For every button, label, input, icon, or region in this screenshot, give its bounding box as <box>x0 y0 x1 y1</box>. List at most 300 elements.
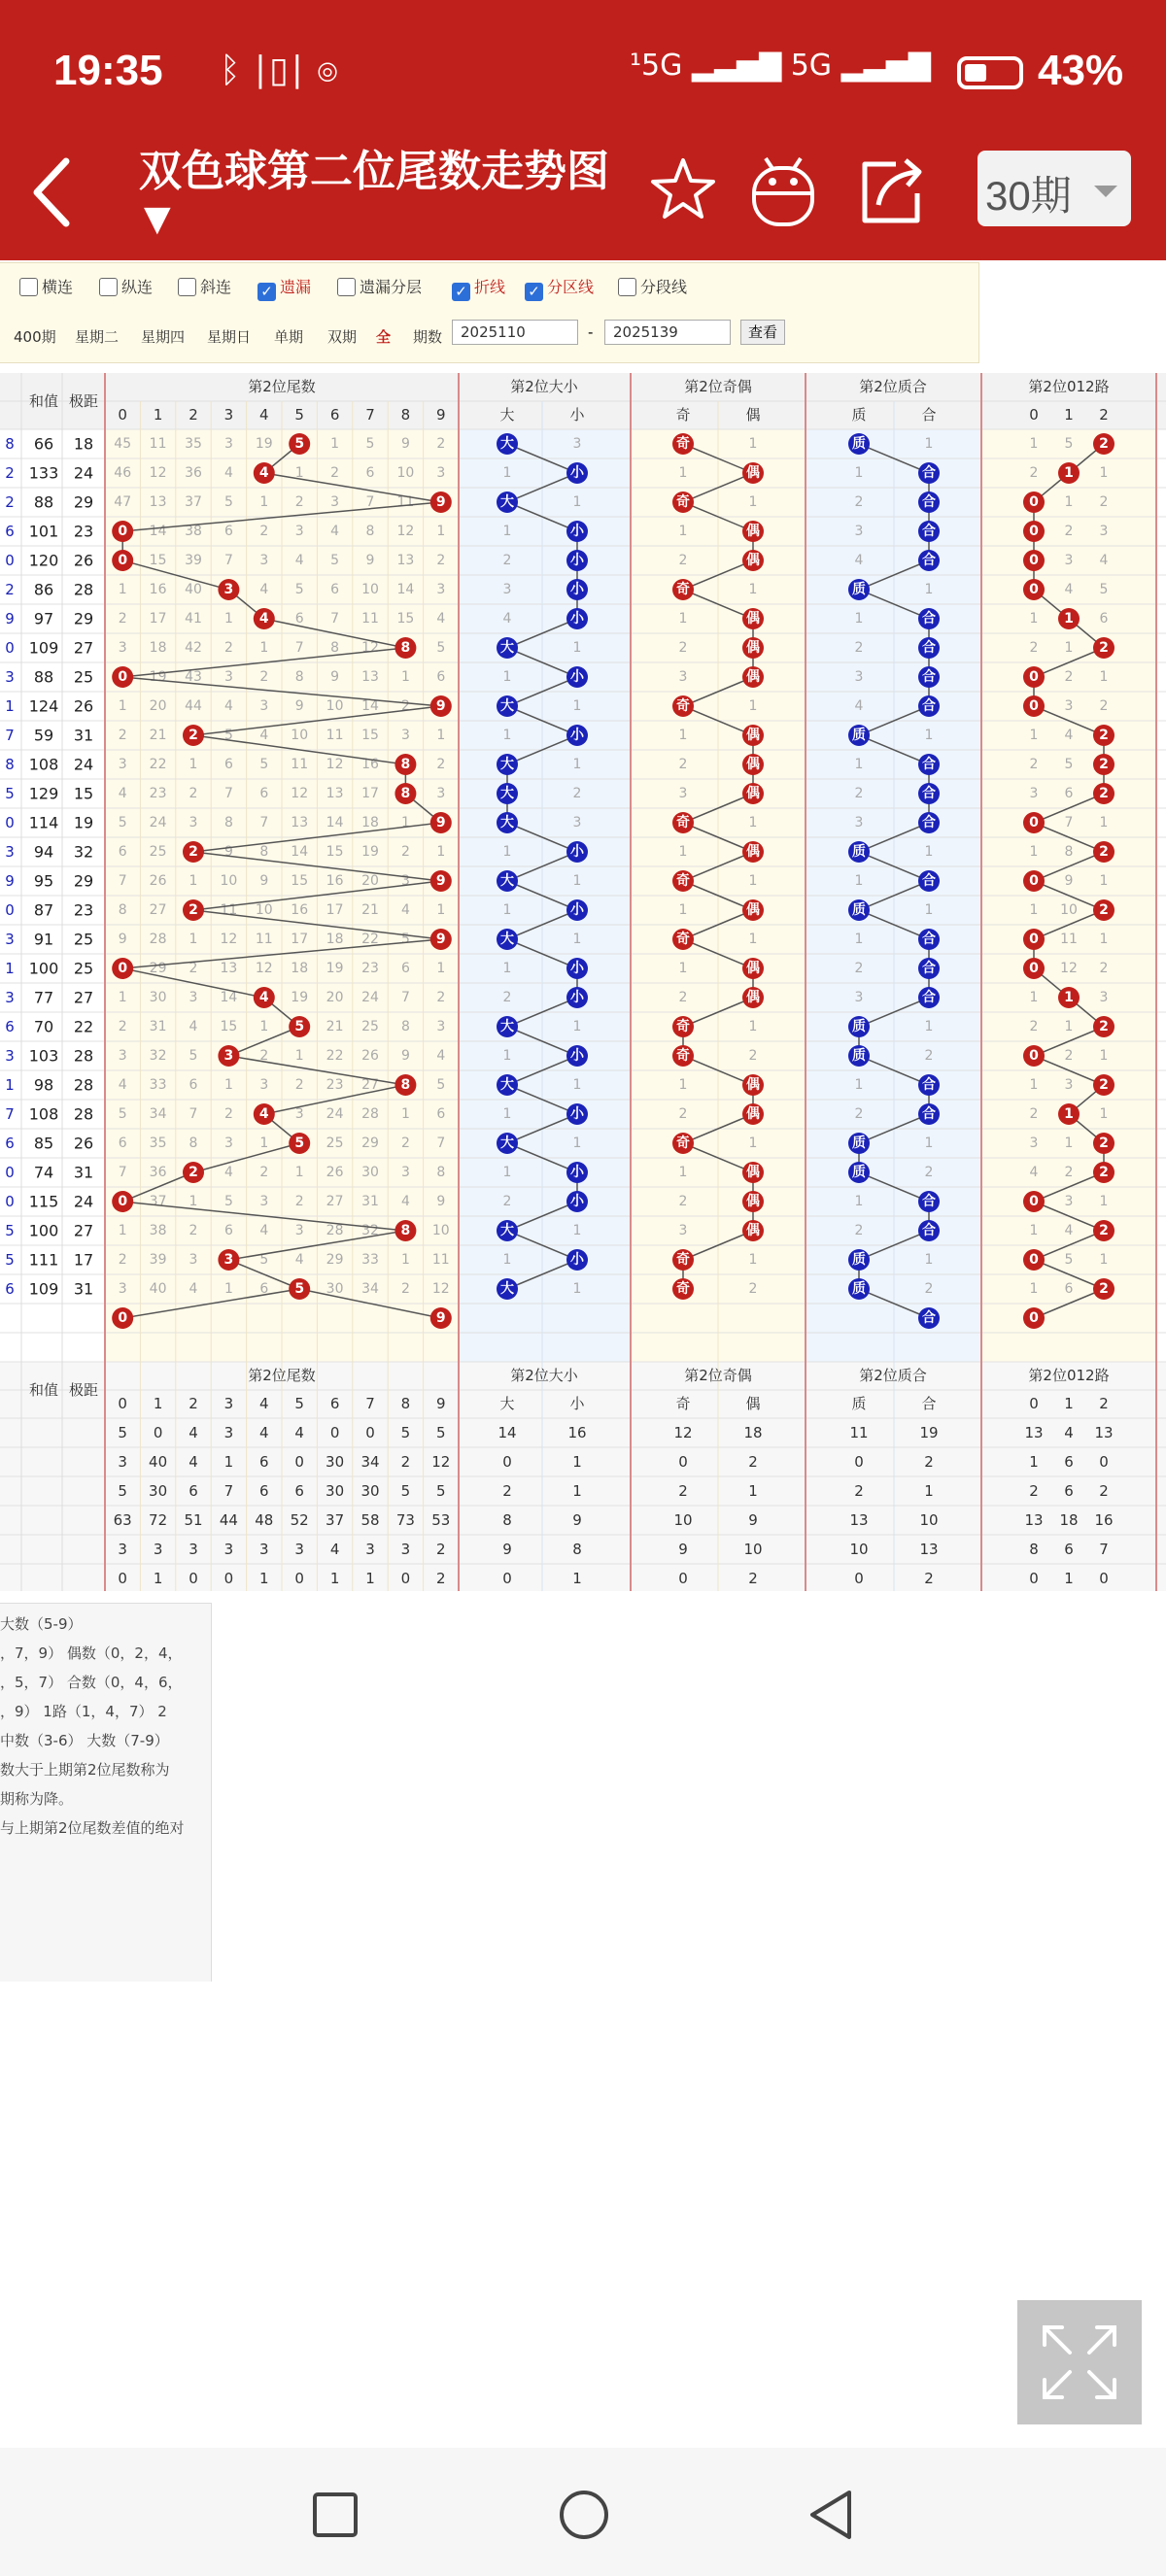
quick-filter-7[interactable]: 全 <box>376 328 392 346</box>
parity-ball-label: 偶 <box>746 1223 760 1238</box>
miss-count: 1 <box>924 582 934 597</box>
parity-ball-label: 偶 <box>746 786 760 801</box>
to-period-input[interactable]: 2025139 <box>604 320 731 345</box>
miss-count: 3 <box>294 1106 304 1122</box>
road-ball-label: 2 <box>1099 640 1109 656</box>
stat-value: 1 <box>329 1570 340 1587</box>
miss-count: 7 <box>189 1106 198 1122</box>
stat-value: 19 <box>919 1424 939 1441</box>
sum-value: 109 <box>28 638 59 658</box>
sum-value: 97 <box>33 609 54 628</box>
road-ball-label: 2 <box>1099 1223 1109 1238</box>
tail-digit-header: 6 <box>329 406 340 424</box>
miss-count: 5 <box>1064 436 1074 452</box>
miss-count: 2 <box>436 990 446 1005</box>
option-8-checkbox[interactable] <box>618 275 687 297</box>
tail-ball-label: 2 <box>189 902 198 918</box>
stat-value: 58 <box>360 1511 380 1529</box>
parity-ball-label: 偶 <box>746 611 760 627</box>
tail-ball-label: 4 <box>258 990 269 1005</box>
miss-count: 1 <box>294 1048 304 1064</box>
prime-label-header: 质 <box>851 1395 867 1412</box>
tail-ball-label: 9 <box>435 815 446 830</box>
page-title[interactable]: 双色球第二位尾数走势图 <box>139 147 609 196</box>
miss-count: 36 <box>185 465 202 481</box>
tail-digit-header: 9 <box>436 406 446 424</box>
back-nav-icon[interactable] <box>806 2489 855 2541</box>
option-2-checkbox[interactable] <box>99 275 153 297</box>
miss-count: 3 <box>1029 786 1039 801</box>
size-header: 第2位大小 <box>510 1367 578 1384</box>
stat-value: 72 <box>149 1511 168 1529</box>
miss-count: 14 <box>149 524 167 539</box>
prime-label-header: 质 <box>851 406 867 424</box>
tail-ball-label: 3 <box>223 582 234 597</box>
size-ball-label: 大 <box>500 1135 514 1151</box>
size-ball-label: 小 <box>570 553 584 568</box>
miss-count: 6 <box>259 1281 269 1297</box>
forecast-prime-ball-label: 合 <box>922 1310 936 1326</box>
span-value: 28 <box>73 1104 94 1124</box>
tail-digit-header: 0 <box>118 406 127 424</box>
miss-count: 12 <box>326 757 344 772</box>
quick-filter-4[interactable]: 星期日 <box>207 328 252 346</box>
option-label: 遗漏 <box>280 278 312 296</box>
miss-count: 25 <box>326 1135 344 1151</box>
miss-count: 15 <box>396 611 415 627</box>
miss-count: 7 <box>365 494 375 510</box>
stat-value: 2 <box>1099 1482 1109 1500</box>
size-ball-label: 小 <box>570 1165 584 1180</box>
miss-count: 41 <box>185 611 202 627</box>
prime-ball-label: 合 <box>922 465 936 481</box>
miss-count: 1 <box>400 815 410 830</box>
miss-count: 1 <box>854 1194 864 1209</box>
span-value: 22 <box>73 1017 94 1036</box>
option-label: 纵连 <box>121 278 154 296</box>
sum-value: 77 <box>33 988 54 1007</box>
checkbox-checked-icon: ✓ <box>257 283 276 301</box>
miss-count: 28 <box>361 1106 379 1122</box>
sum-value: 88 <box>33 667 54 687</box>
stat-value: 1 <box>572 1453 582 1471</box>
miss-count: 13 <box>291 815 309 830</box>
miss-count: 2 <box>259 669 269 685</box>
miss-count: 2 <box>678 640 688 656</box>
miss-count: 1 <box>223 1077 233 1093</box>
stat-value: 3 <box>365 1541 375 1558</box>
miss-count: 4 <box>223 698 233 714</box>
sum-value: 94 <box>33 842 54 862</box>
share-icon[interactable] <box>853 151 927 228</box>
prime-ball-label: 合 <box>922 932 936 947</box>
period-suffix: 0 <box>5 552 15 569</box>
span-value: 23 <box>73 900 94 920</box>
miss-count: 16 <box>326 873 344 889</box>
parity-label-header: 奇 <box>675 406 691 424</box>
prime-ball-label: 质 <box>852 1165 866 1180</box>
size-ball-label: 小 <box>570 1194 584 1209</box>
miss-count: 3 <box>118 757 127 772</box>
prime-ball-label: 合 <box>922 873 936 889</box>
parity-ball-label: 偶 <box>746 844 760 860</box>
road-ball-label: 2 <box>1099 728 1109 743</box>
prime-ball-label: 合 <box>922 553 936 568</box>
size-label-header: 小 <box>569 406 585 424</box>
sum-value: 100 <box>28 1221 59 1240</box>
sum-value: 85 <box>33 1134 54 1153</box>
prime-ball-label: 质 <box>852 436 866 452</box>
size-ball-label: 小 <box>570 1252 584 1268</box>
stat-value: 5 <box>118 1424 127 1441</box>
miss-count: 2 <box>118 611 127 627</box>
miss-count: 2 <box>502 990 512 1005</box>
forecast-road-ball-label: 0 <box>1029 1310 1039 1326</box>
tail-digit-header: 2 <box>189 1395 198 1412</box>
stat-value: 40 <box>149 1453 168 1471</box>
recent-apps-icon[interactable] <box>311 2491 360 2539</box>
miss-count: 2 <box>1029 465 1039 481</box>
miss-count: 17 <box>326 902 344 918</box>
stat-value: 30 <box>326 1453 345 1471</box>
miss-count: 5 <box>223 494 233 510</box>
stat-value: 6 <box>1064 1482 1074 1500</box>
miss-count: 1 <box>436 902 446 918</box>
miss-count: 3 <box>189 1252 198 1268</box>
miss-count: 22 <box>149 757 167 772</box>
miss-count: 22 <box>361 932 379 947</box>
tail-digit-header: 7 <box>365 1395 375 1412</box>
miss-count: 31 <box>361 1194 379 1209</box>
miss-count: 21 <box>361 902 379 918</box>
miss-count: 1 <box>1099 1194 1109 1209</box>
tail-ball-label: 5 <box>294 1019 305 1034</box>
miss-count: 5 <box>259 1252 269 1268</box>
miss-count: 16 <box>361 757 379 772</box>
miss-count: 13 <box>361 669 379 685</box>
miss-count: 2 <box>118 1019 127 1034</box>
miss-count: 1 <box>924 1252 934 1268</box>
road-label-header: 2 <box>1099 1395 1109 1412</box>
fullscreen-button[interactable] <box>1017 2300 1142 2424</box>
miss-count: 3 <box>259 1194 269 1209</box>
legend-line: 期称为降。 <box>0 1790 74 1808</box>
miss-count: 18 <box>291 961 309 976</box>
quick-filter-5[interactable]: 单期 <box>274 328 304 346</box>
miss-count: 34 <box>149 1106 167 1122</box>
miss-count: 2 <box>1029 757 1039 772</box>
option-6-checkbox[interactable] <box>452 275 505 301</box>
tail-ball-label: 9 <box>435 494 446 510</box>
miss-count: 4 <box>189 1019 198 1034</box>
period-suffix: 6 <box>5 1018 15 1035</box>
miss-count: 2 <box>854 961 864 976</box>
parity-ball-label: 偶 <box>746 902 760 918</box>
road-ball-label: 0 <box>1029 698 1039 714</box>
miss-count: 3 <box>678 669 688 685</box>
miss-count: 2 <box>678 1106 688 1122</box>
miss-count: 11 <box>326 728 344 743</box>
stat-value: 4 <box>294 1424 304 1441</box>
tail-ball-label: 4 <box>258 611 269 627</box>
trend-chart-table[interactable] <box>0 373 1166 1591</box>
miss-count: 21 <box>149 728 167 743</box>
tail-ball-label: 0 <box>118 669 128 685</box>
tail-ball-label: 9 <box>435 932 446 947</box>
miss-count: 10 <box>1060 902 1078 918</box>
span-value: 27 <box>73 638 94 658</box>
parity-ball-label: 偶 <box>746 640 760 656</box>
tail-header: 第2位尾数 <box>248 1367 316 1384</box>
miss-count: 1 <box>1099 873 1109 889</box>
stat-value: 3 <box>259 1541 269 1558</box>
prime-header: 第2位质合 <box>859 378 927 395</box>
miss-count: 2 <box>259 524 269 539</box>
period-count-label: 期数 <box>413 328 443 346</box>
stat-value: 4 <box>259 1424 269 1441</box>
back-icon[interactable] <box>27 153 76 231</box>
tail-digit-header: 7 <box>365 406 375 424</box>
size-ball-label: 大 <box>500 1019 514 1034</box>
miss-count: 9 <box>330 669 340 685</box>
miss-count: 12 <box>1060 961 1078 976</box>
size-ball-label: 大 <box>500 436 514 452</box>
miss-count: 1 <box>748 436 758 452</box>
stat-value: 0 <box>1099 1570 1109 1587</box>
sum-value: 86 <box>33 580 54 599</box>
miss-count: 14 <box>220 990 238 1005</box>
span-value: 31 <box>73 1163 94 1182</box>
tail-ball-label: 5 <box>294 1281 305 1297</box>
miss-count: 2 <box>436 757 446 772</box>
miss-count: 1 <box>436 524 446 539</box>
view-button[interactable]: 查看 <box>740 320 785 345</box>
miss-count: 4 <box>118 1077 127 1093</box>
miss-count: 1 <box>678 611 688 627</box>
miss-count: 5 <box>189 1048 198 1064</box>
miss-count: 4 <box>223 1165 233 1180</box>
prime-ball-label: 合 <box>922 757 936 772</box>
miss-count: 25 <box>361 1019 379 1034</box>
miss-count: 2 <box>436 436 446 452</box>
prime-ball-label: 合 <box>922 524 936 539</box>
size-ball-label: 大 <box>500 932 514 947</box>
road-label-header: 2 <box>1099 406 1109 424</box>
stat-value: 0 <box>400 1570 411 1587</box>
prime-ball-label: 质 <box>852 1048 866 1064</box>
size-ball-label: 大 <box>500 1223 514 1238</box>
parity-ball-label: 偶 <box>746 524 760 539</box>
road-ball-label: 0 <box>1029 524 1039 539</box>
miss-count: 1 <box>502 669 512 685</box>
size-ball-label: 大 <box>500 1281 514 1297</box>
stat-value: 13 <box>1024 1424 1044 1441</box>
tail-digit-header: 3 <box>223 406 234 424</box>
sum-value: 115 <box>28 1192 59 1211</box>
stat-value: 10 <box>849 1541 869 1558</box>
period-suffix: 2 <box>5 581 15 598</box>
miss-count: 3 <box>1029 1135 1039 1151</box>
stat-value: 11 <box>849 1424 869 1441</box>
miss-count: 2 <box>1064 1165 1074 1180</box>
network-signal-icon: ¹5G ▂▃▅▇ 5G ▂▃▅▇ <box>630 49 931 83</box>
miss-count: 1 <box>1099 669 1109 685</box>
miss-count: 1 <box>748 815 758 830</box>
miss-count: 5 <box>400 932 410 947</box>
miss-count: 3 <box>572 436 582 452</box>
miss-count: 33 <box>149 1077 167 1093</box>
miss-count: 1 <box>189 1194 198 1209</box>
period-suffix: 1 <box>5 697 15 715</box>
status-time: 19:35 <box>53 47 163 94</box>
miss-count: 5 <box>1064 757 1074 772</box>
quick-filter-6[interactable]: 双期 <box>327 328 358 346</box>
miss-count: 1 <box>400 1252 410 1268</box>
miss-count: 1 <box>748 698 758 714</box>
miss-count: 6 <box>330 582 340 597</box>
miss-count: 28 <box>326 1223 344 1238</box>
road-label-header: 0 <box>1029 406 1039 424</box>
stat-value: 30 <box>360 1482 380 1500</box>
miss-count: 1 <box>259 494 269 510</box>
miss-count: 3 <box>259 698 269 714</box>
span-value: 31 <box>73 726 94 745</box>
miss-count: 1 <box>678 1165 688 1180</box>
miss-count: 6 <box>294 611 304 627</box>
period-suffix: 0 <box>5 639 15 657</box>
period-suffix: 5 <box>5 1251 15 1269</box>
miss-count: 1 <box>1029 728 1039 743</box>
tail-ball-label: 5 <box>294 436 305 452</box>
parity-ball-label: 偶 <box>746 465 760 481</box>
stat-value: 0 <box>365 1424 375 1441</box>
span-value: 25 <box>73 959 94 978</box>
miss-count: 1 <box>400 669 410 685</box>
option-5-checkbox[interactable] <box>337 275 422 297</box>
road-ball-label: 2 <box>1099 1077 1109 1093</box>
miss-count: 37 <box>185 494 202 510</box>
legend-line: 大数（5-9） <box>0 1615 83 1633</box>
stat-value: 1 <box>748 1482 758 1500</box>
stat-value: 2 <box>854 1482 864 1500</box>
tail-ball-label: 5 <box>294 1135 305 1151</box>
tail-ball-label: 0 <box>118 961 128 976</box>
miss-count: 25 <box>149 844 167 860</box>
period-suffix: 1 <box>5 960 15 977</box>
miss-count: 5 <box>223 1194 233 1209</box>
miss-count: 20 <box>361 873 379 889</box>
miss-count: 1 <box>748 932 758 947</box>
miss-count: 14 <box>326 815 344 830</box>
home-icon[interactable] <box>558 2489 610 2541</box>
stat-value: 7 <box>223 1482 234 1500</box>
prime-ball-label: 质 <box>852 1135 866 1151</box>
stat-value: 1 <box>572 1482 582 1500</box>
miss-count: 23 <box>361 961 379 976</box>
tail-digit-header: 6 <box>329 1395 340 1412</box>
miss-count: 34 <box>361 1281 379 1297</box>
miss-count: 9 <box>259 873 269 889</box>
miss-count: 12 <box>291 786 309 801</box>
miss-count: 7 <box>259 815 269 830</box>
miss-count: 22 <box>326 1048 344 1064</box>
miss-count: 2 <box>189 786 198 801</box>
miss-count: 39 <box>185 553 202 568</box>
from-period-input[interactable]: 2025110 <box>452 320 578 345</box>
miss-count: 7 <box>400 990 410 1005</box>
size-ball-label: 小 <box>570 669 584 685</box>
miss-count: 4 <box>854 698 864 714</box>
period-suffix: 0 <box>5 814 15 831</box>
parity-ball-label: 奇 <box>676 698 690 714</box>
option-4-checkbox[interactable] <box>257 275 311 301</box>
period-select[interactable] <box>977 151 1131 226</box>
miss-count: 3 <box>118 1281 127 1297</box>
miss-count: 3 <box>189 990 198 1005</box>
miss-count: 43 <box>185 669 202 685</box>
size-ball-label: 大 <box>500 873 514 889</box>
miss-count: 3 <box>436 1019 446 1034</box>
option-1-checkbox[interactable] <box>19 275 73 297</box>
miss-count: 10 <box>326 698 344 714</box>
parity-ball-label: 偶 <box>746 1077 760 1093</box>
miss-count: 1 <box>118 990 127 1005</box>
quick-filter-2[interactable]: 星期二 <box>75 328 120 346</box>
miss-count: 13 <box>220 961 238 976</box>
option-3-checkbox[interactable] <box>178 275 231 297</box>
miss-count: 1 <box>1099 932 1109 947</box>
prime-ball-label: 合 <box>922 1194 936 1209</box>
quick-filter-3[interactable]: 星期四 <box>141 328 186 346</box>
stat-value: 3 <box>189 1541 198 1558</box>
android-icon[interactable] <box>746 151 820 228</box>
parity-ball-label: 偶 <box>746 1165 760 1180</box>
miss-count: 29 <box>326 1252 344 1268</box>
miss-count: 7 <box>118 1165 127 1180</box>
miss-count: 1 <box>748 1019 758 1034</box>
road-ball-label: 0 <box>1029 669 1039 685</box>
miss-count: 4 <box>400 1194 410 1209</box>
span-value: 28 <box>73 1046 94 1066</box>
miss-count: 1 <box>1099 465 1109 481</box>
miss-count: 1 <box>572 1077 582 1093</box>
chevron-down-icon[interactable]: ▼ <box>144 199 171 239</box>
miss-count: 5 <box>1064 1252 1074 1268</box>
sum-value: 98 <box>33 1075 54 1095</box>
miss-count: 1 <box>223 611 233 627</box>
miss-count: 4 <box>1099 553 1109 568</box>
miss-count: 2 <box>678 757 688 772</box>
miss-count: 2 <box>1099 698 1109 714</box>
option-7-checkbox[interactable] <box>525 275 594 301</box>
miss-count: 29 <box>361 1135 379 1151</box>
miss-count: 1 <box>924 728 934 743</box>
option-label: 分段线 <box>640 278 688 296</box>
miss-count: 15 <box>291 873 309 889</box>
miss-count: 12 <box>431 1281 450 1297</box>
star-icon[interactable] <box>649 155 717 223</box>
parity-header: 第2位奇偶 <box>684 378 752 395</box>
road-header: 第2位012路 <box>1028 378 1110 395</box>
miss-count: 27 <box>149 902 167 918</box>
period-suffix: 0 <box>5 901 15 919</box>
miss-count: 19 <box>149 669 167 685</box>
period-suffix: 9 <box>5 872 15 890</box>
miss-count: 1 <box>502 1165 512 1180</box>
span-header: 极距 <box>68 392 99 410</box>
miss-count: 7 <box>223 786 233 801</box>
quick-filter-1[interactable]: 400期 <box>14 328 56 346</box>
